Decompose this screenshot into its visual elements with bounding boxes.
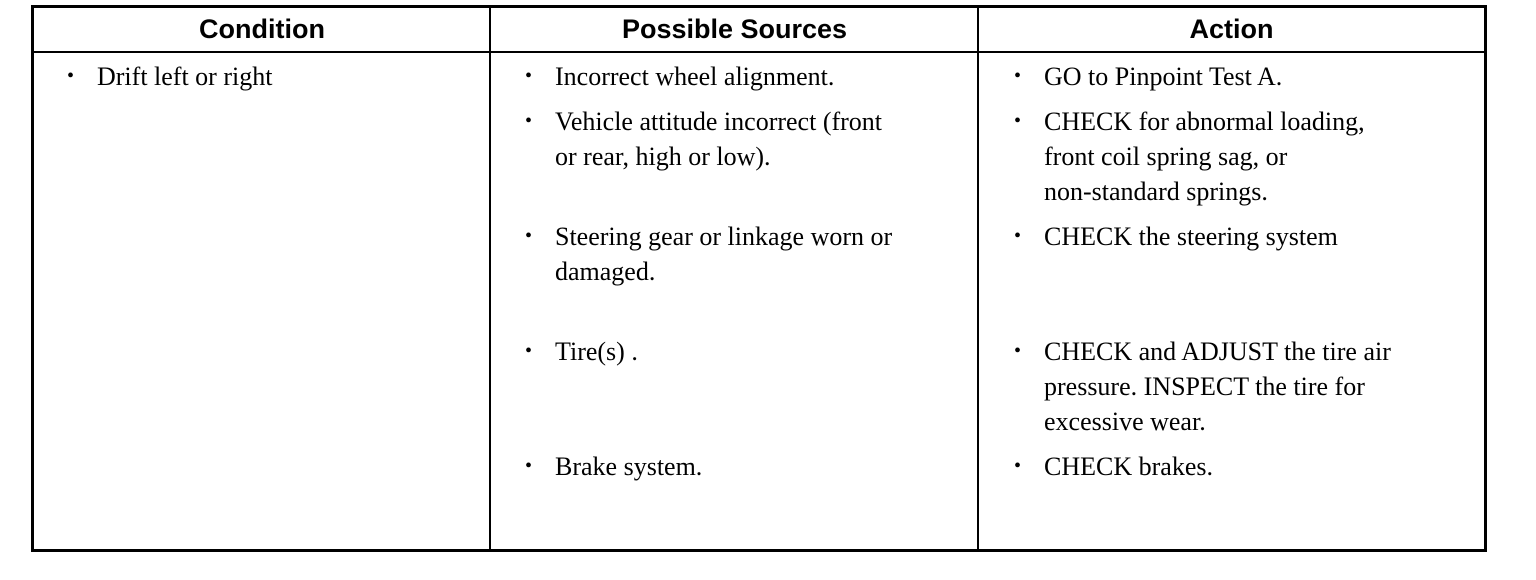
bullet-icon: • — [525, 110, 533, 132]
bullet-icon: • — [67, 65, 75, 87]
bullet-icon: • — [525, 225, 533, 247]
source-text: Brake system. — [555, 452, 703, 481]
bullet-icon: • — [525, 65, 533, 87]
column-divider — [977, 8, 979, 549]
header-condition: Condition — [199, 14, 325, 44]
bullet-icon: • — [525, 340, 533, 362]
header-possible-sources: Possible Sources — [621, 14, 848, 44]
action-text: CHECK for abnormal loading, front coil spring sag, or non-standard springs. — [1044, 107, 1365, 206]
bullet-icon: • — [1014, 225, 1022, 247]
action-text: CHECK and ADJUST the tire air pressure. INSPECT the tire for excessive wear. — [1044, 337, 1391, 436]
source-text: Vehicle attitude incorrect (front or rear, high or low). — [555, 107, 883, 171]
action-text: GO to Pinpoint Test A. — [1044, 62, 1283, 91]
bullet-icon: • — [1014, 65, 1022, 87]
source-text: Steering gear or linkage worn or damaged. — [555, 222, 893, 286]
diagnosis-table — [31, 5, 1487, 552]
condition-text: Drift left or right — [97, 62, 273, 91]
source-text: Incorrect wheel alignment. — [555, 62, 835, 91]
bullet-icon: • — [1014, 340, 1022, 362]
table-header-row — [34, 8, 1484, 53]
column-divider — [489, 8, 491, 549]
source-text: Tire(s) . — [555, 337, 638, 366]
bullet-icon: • — [1014, 110, 1022, 132]
action-text: CHECK the steering system — [1044, 222, 1338, 251]
bullet-icon: • — [1014, 455, 1022, 477]
action-text: CHECK brakes. — [1044, 452, 1213, 481]
bullet-icon: • — [525, 455, 533, 477]
header-action: Action — [1189, 14, 1274, 44]
